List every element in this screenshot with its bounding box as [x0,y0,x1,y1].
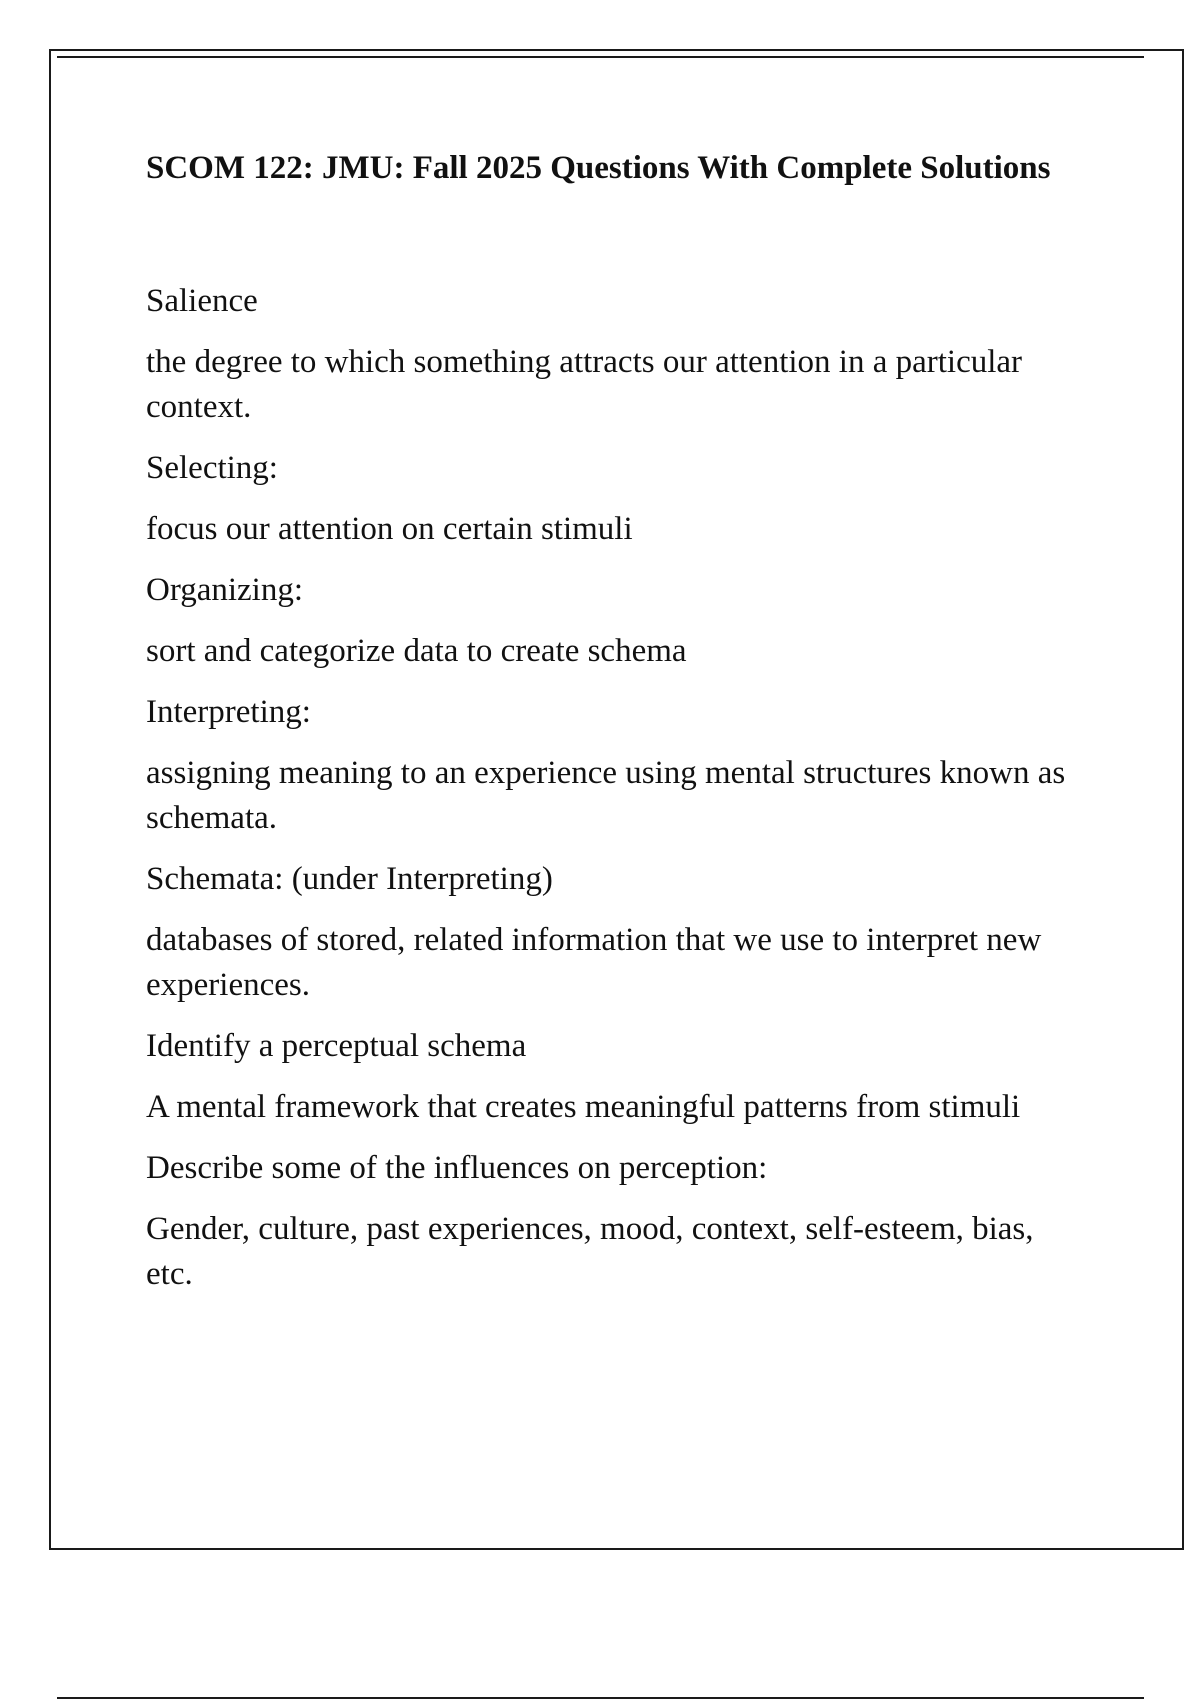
term-salience: Salience [146,283,258,319]
answer-perceptual-schema: A mental framework that creates meaningful patterns from stimuli [146,1089,1021,1125]
definition-selecting: focus our attention on certain stimuli [146,511,633,547]
term-selecting: Selecting: [146,450,278,486]
answer-influences-perception: Gender, culture, past experiences, mood, context, self-esteem, bias, etc. [146,1211,1034,1292]
question-perceptual-schema: Identify a perceptual schema [146,1028,527,1064]
document-title: SCOM 122: JMU: Fall 2025 Questions With Complete Solutions [146,150,1051,186]
definition-salience: the degree to which something attracts our attention in a particular context. [146,344,1023,425]
question-answer-list [146,279,1086,1297]
question-influences-perception: Describe some of the influences on perception: [146,1150,768,1186]
definition-organizing: sort and categorize data to create schema [146,633,687,669]
top-divider [57,56,1144,58]
definition-schemata: databases of stored, related information that we use to interpret new experiences. [146,922,1042,1003]
term-interpreting: Interpreting: [146,694,311,730]
term-schemata: Schemata: (under Interpreting) [146,861,553,897]
term-organizing: Organizing: [146,572,304,608]
bottom-divider [57,1697,1144,1699]
definition-interpreting: assigning meaning to an experience using mental structures known as schemata. [146,755,1066,836]
document-body [146,145,1086,1313]
